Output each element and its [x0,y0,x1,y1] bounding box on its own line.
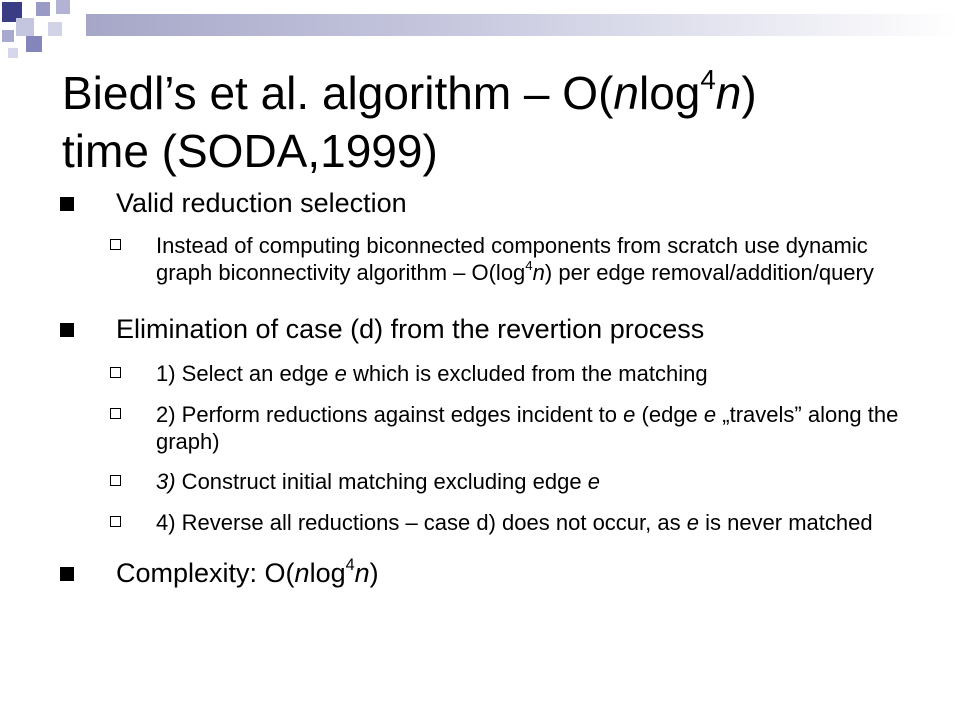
header-gradient-bar [86,14,960,36]
deco-square-5 [2,30,14,42]
deco-square-7 [48,22,62,36]
deco-square-6 [26,36,42,52]
hollow-square-bullet-icon [110,516,121,527]
title-line-2: time (SODA,1999) [62,125,438,177]
hollow-square-bullet-icon [110,475,121,486]
square-bullet-icon [60,197,74,211]
sub-bullet-step-1: 1) Select an edge e which is excluded from the matching [60,360,900,387]
hollow-square-bullet-icon [110,408,121,419]
hollow-square-bullet-icon [110,239,121,250]
sub-bullet-dynamic-biconnectivity: Instead of computing biconnected components from scratch use dynamic graph biconnectivity algorithm – $O(\log^4n)$ per edge removal/addition/query [60,232,900,286]
slide-body [60,186,900,590]
sub-bullet-step-4: 4) Reverse all reductions – case d) does not occur, as e is never matched [60,509,900,536]
hollow-square-bullet-icon [110,367,121,378]
bullet-complexity: Complexity: O(nlog$^4$n) [60,556,900,590]
deco-square-4 [16,18,34,36]
title-line-1: Biedl’s et al. algorithm – O(nlog$^4$n) [62,63,757,119]
bullet-valid-reduction: Valid reduction selection [60,186,900,220]
deco-square-2 [36,2,50,16]
square-bullet-icon [60,567,74,581]
bullet-elimination-case-d: Elimination of case (d) from the revertion process [60,312,900,346]
sub-bullet-step-3: 3) Construct initial matching excluding edge e [60,468,900,495]
sub-bullet-step-2: 2) Perform reductions against edges incident to e (edge e „travels” along the graph) [60,401,900,455]
square-bullet-icon [60,323,74,337]
deco-square-3 [56,0,70,14]
deco-square-8 [8,48,18,58]
slide-title [62,64,942,180]
